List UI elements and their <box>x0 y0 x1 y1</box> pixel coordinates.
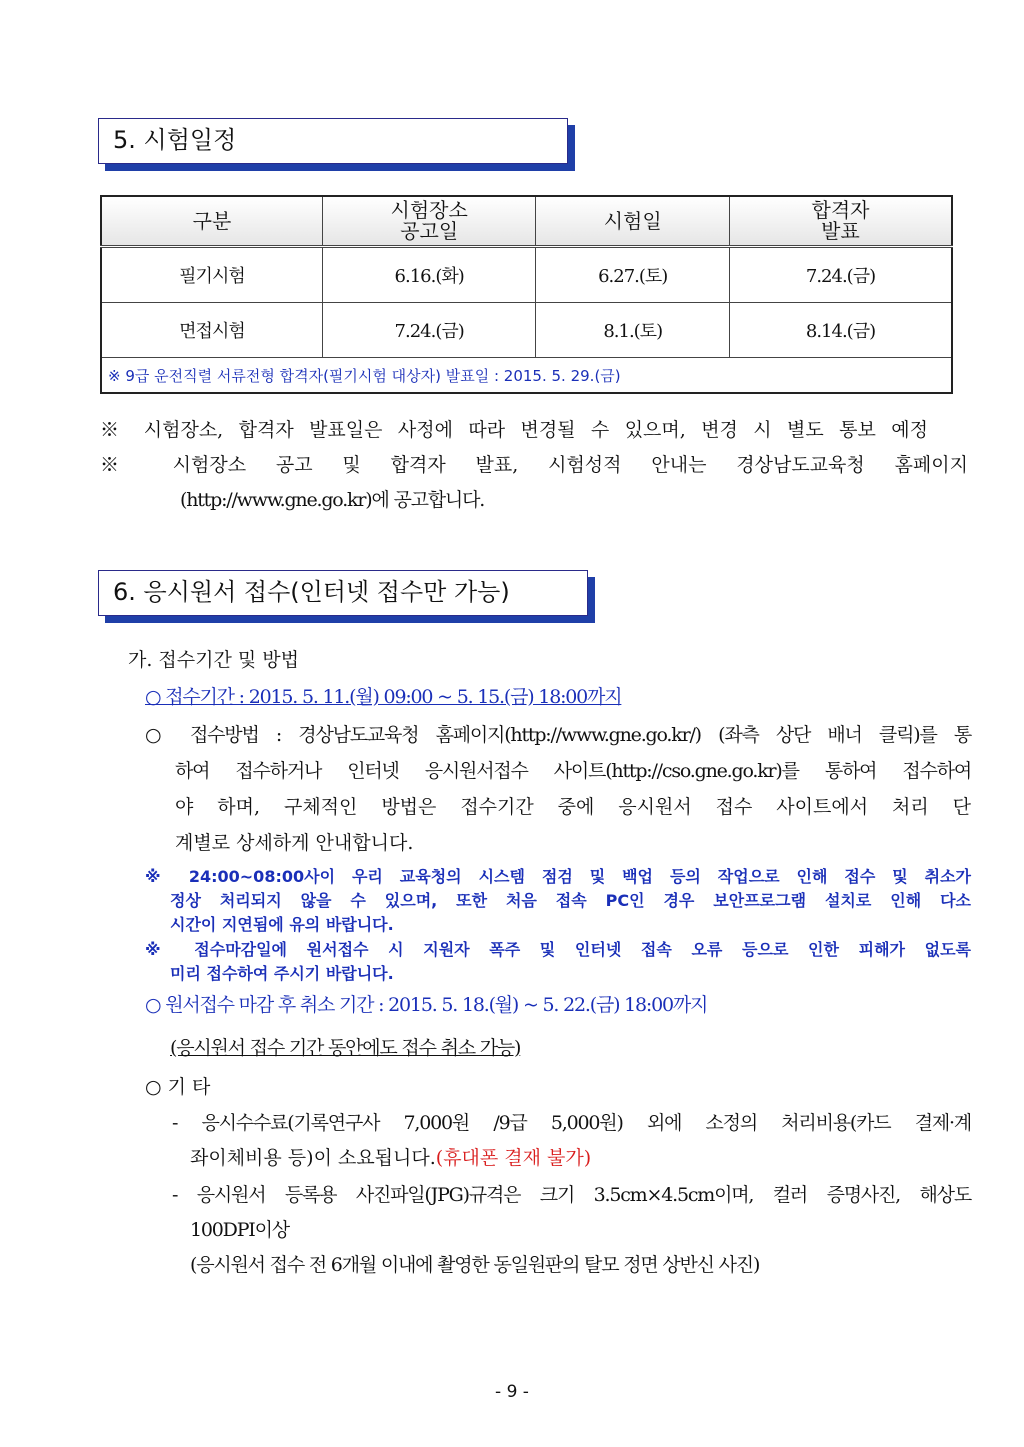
method-line-3: 야 하며, 구체적인 방법은 접수기간 중에 응시원서 접수 사이트에서 처리 단 <box>175 796 971 818</box>
method-line-1: ○ 접수방법 : 경상남도교육청 홈페이지(http://www.gne.go.kr/) (좌측 상단 배너 클릭)를 통 <box>145 724 971 746</box>
fee-line-1: - 응시수수료(기록연구사 7,000원 /9급 5,000원) 외에 소정의 처리비용(카드 결제·계 <box>172 1112 971 1134</box>
page-number: - 9 - <box>495 1382 529 1402</box>
warning-2-line-2: 미리 접수하여 주시기 바랍니다. <box>170 964 394 983</box>
warning-1-line-3: 시간이 지연됨에 유의 바랍니다. <box>170 915 394 934</box>
fee-line-2 <box>190 1143 591 1170</box>
table-cell: 8.1.(토) <box>536 303 730 358</box>
table-row <box>101 303 952 358</box>
table-cell: 6.16.(화) <box>322 247 536 303</box>
etc-title: ○ 기 타 <box>145 1076 211 1098</box>
table-cell: 7.24.(금) <box>729 247 952 303</box>
row-label: 면접시험 <box>101 303 322 358</box>
fee-no-mobile: (휴대폰 결재 불가) <box>435 1147 592 1169</box>
warning-1-line-1: ※ 24:00~08:00사이 우리 교육청의 시스템 점검 및 백업 등의 작업으로 인해 접수 및 취소가 <box>145 867 971 886</box>
warning-2-line-1: ※ 접수마감일에 원서접수 시 지원자 폭주 및 인터넷 접속 오류 등으로 인한 피해가 없도록 <box>145 940 971 959</box>
header-result: 합격자 발표 <box>729 196 952 247</box>
section-5-title: 5. 시험일정 <box>98 118 568 164</box>
exam-schedule-table <box>100 195 953 394</box>
photo-line-2: 100DPI이상 <box>190 1219 289 1241</box>
row-label: 필기시험 <box>101 247 322 303</box>
table-note-row <box>101 358 952 394</box>
note-homepage-url: (http://www.gne.go.kr)에 공고합니다. <box>180 489 485 511</box>
note-venue-change: ※ 시험장소, 합격자 발표일은 사정에 따라 변경될 수 있으며, 변경 시 별도 통보 예정 <box>100 419 928 441</box>
subsection-a-title: 가. 접수기간 및 방법 <box>128 649 299 671</box>
table-note: ※ 9급 운전직렬 서류전형 합격자(필기시험 대상자) 발표일 : 2015. 5. 29.(금) <box>101 358 952 394</box>
table-row <box>101 247 952 303</box>
note-homepage: ※ 시험장소 공고 및 합격자 발표, 시험성적 안내는 경상남도교육청 홈페이지 <box>100 454 968 476</box>
cancel-period: ○ 원서접수 마감 후 취소 기간 : 2015. 5. 18.(월) ~ 5. 22.(금) 18:00까지 <box>145 994 708 1016</box>
warning-1-line-2: 정상 처리되지 않을 수 있으며, 또한 처음 접속 PC인 경우 보안프로그램 설치로 인해 다소 <box>170 891 971 910</box>
cancel-note: (응시원서 접수 기간 동안에도 접수 취소 가능) <box>170 1037 521 1059</box>
table-cell: 6.27.(토) <box>536 247 730 303</box>
photo-line-3: (응시원서 접수 전 6개월 이내에 촬영한 동일원판의 탈모 정면 상반신 사진) <box>190 1254 760 1276</box>
header-venue-notice: 시험장소 공고일 <box>322 196 536 247</box>
method-line-2: 하여 접수하거나 인터넷 응시원서접수 사이트(http://cso.gne.go.kr)를 통하여 접수하여 <box>175 760 971 782</box>
header-exam-date: 시험일 <box>536 196 730 247</box>
section-6-title: 6. 응시원서 접수(인터넷 접수만 가능) <box>98 570 588 616</box>
fee-line-2-text: 좌이체비용 등)이 소요됩니다. <box>190 1147 436 1169</box>
table-cell: 7.24.(금) <box>322 303 536 358</box>
header-category: 구분 <box>101 196 322 247</box>
application-period: ○ 접수기간 : 2015. 5. 11.(월) 09:00 ~ 5. 15.(금) 18:00까지 <box>145 686 622 708</box>
method-line-4: 계별로 상세하게 안내합니다. <box>175 832 414 854</box>
table-cell: 8.14.(금) <box>729 303 952 358</box>
photo-line-1: - 응시원서 등록용 사진파일(JPG)규격은 크기 3.5cm×4.5cm이며, 컬러 증명사진, 해상도 <box>172 1184 971 1206</box>
table-header-row <box>101 196 952 247</box>
